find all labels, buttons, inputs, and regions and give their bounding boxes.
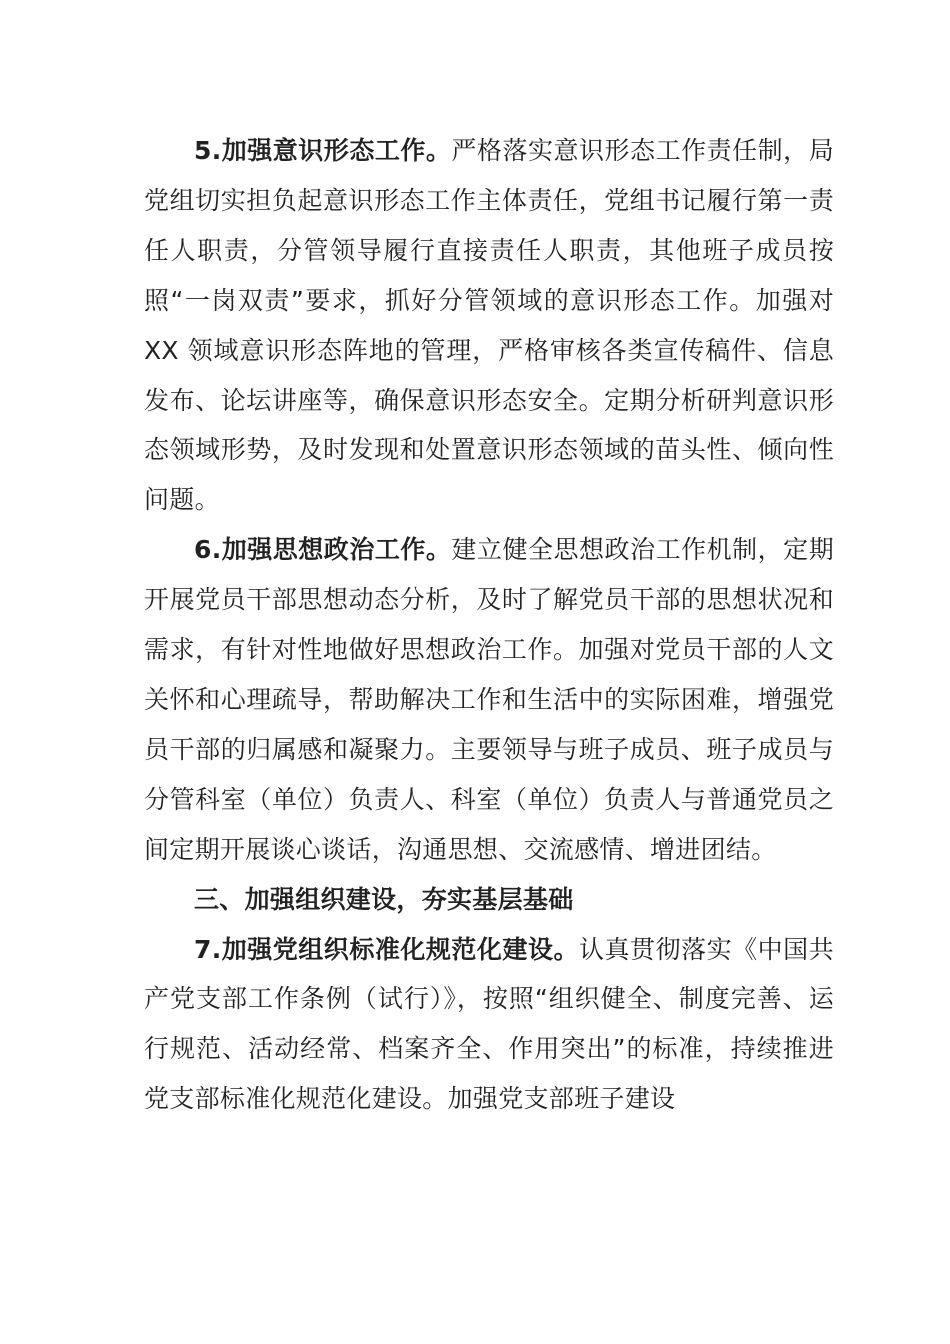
paragraph-7 [144,925,834,1125]
paragraph-6-body: 建立健全思想政治工作机制，定期开展党员干部思想动态分析，及时了解党员干部的思想状况和需求，有针对性地做好思想政治工作。加强对党员干部的人文关怀和心理疏导，帮助解决工作和生活中的实际困难，增强党员干部的归属感和凝聚力。主要领导与班子成员、班子成员与分管科室（单位）负责人、科室（单位）负责人与普通党员之间定期开展谈心谈话，沟通思想、交流感情、增进团结。 [144,535,834,864]
section-heading: 三、加强组织建设，夯实基层基础 [194,884,574,914]
document-page [144,126,834,1124]
paragraph-6-lead: 6.加强思想政治工作。 [194,535,452,565]
paragraph-5-lead: 5.加强意识形态工作。 [194,136,452,165]
paragraph-5-body: 严格落实意识形态工作责任制，局党组切实担负起意识形态工作主体责任，党组书记履行第一责任人职责，分管领导履行直接责任人职责，其他班子成员按照“一岗双责”要求，抓好分管领域的意识形态工作。加强对 XX 领域意识形态阵地的管理，严格审核各类宣传稿件、信息发布、论坛讲座等，确保意识形态安全。定期分析研判意识形态领域形势，及时发现和处置意识形态领域的苗头性、倾向性问题。 [144,136,834,515]
paragraph-7-lead: 7.加强党组织标准化规范化建设。 [194,934,579,964]
paragraph-7-body: 认真贯彻落实《中国共产党支部工作条例（试行）》，按照“组织健全、制度完善、运行规范、活动经常、档案齐全、作用突出”的标准，持续推进党支部标准化规范化建设。加强党支部班子建设 [144,934,834,1114]
paragraph-6 [144,525,834,874]
paragraph-5 [144,126,834,525]
